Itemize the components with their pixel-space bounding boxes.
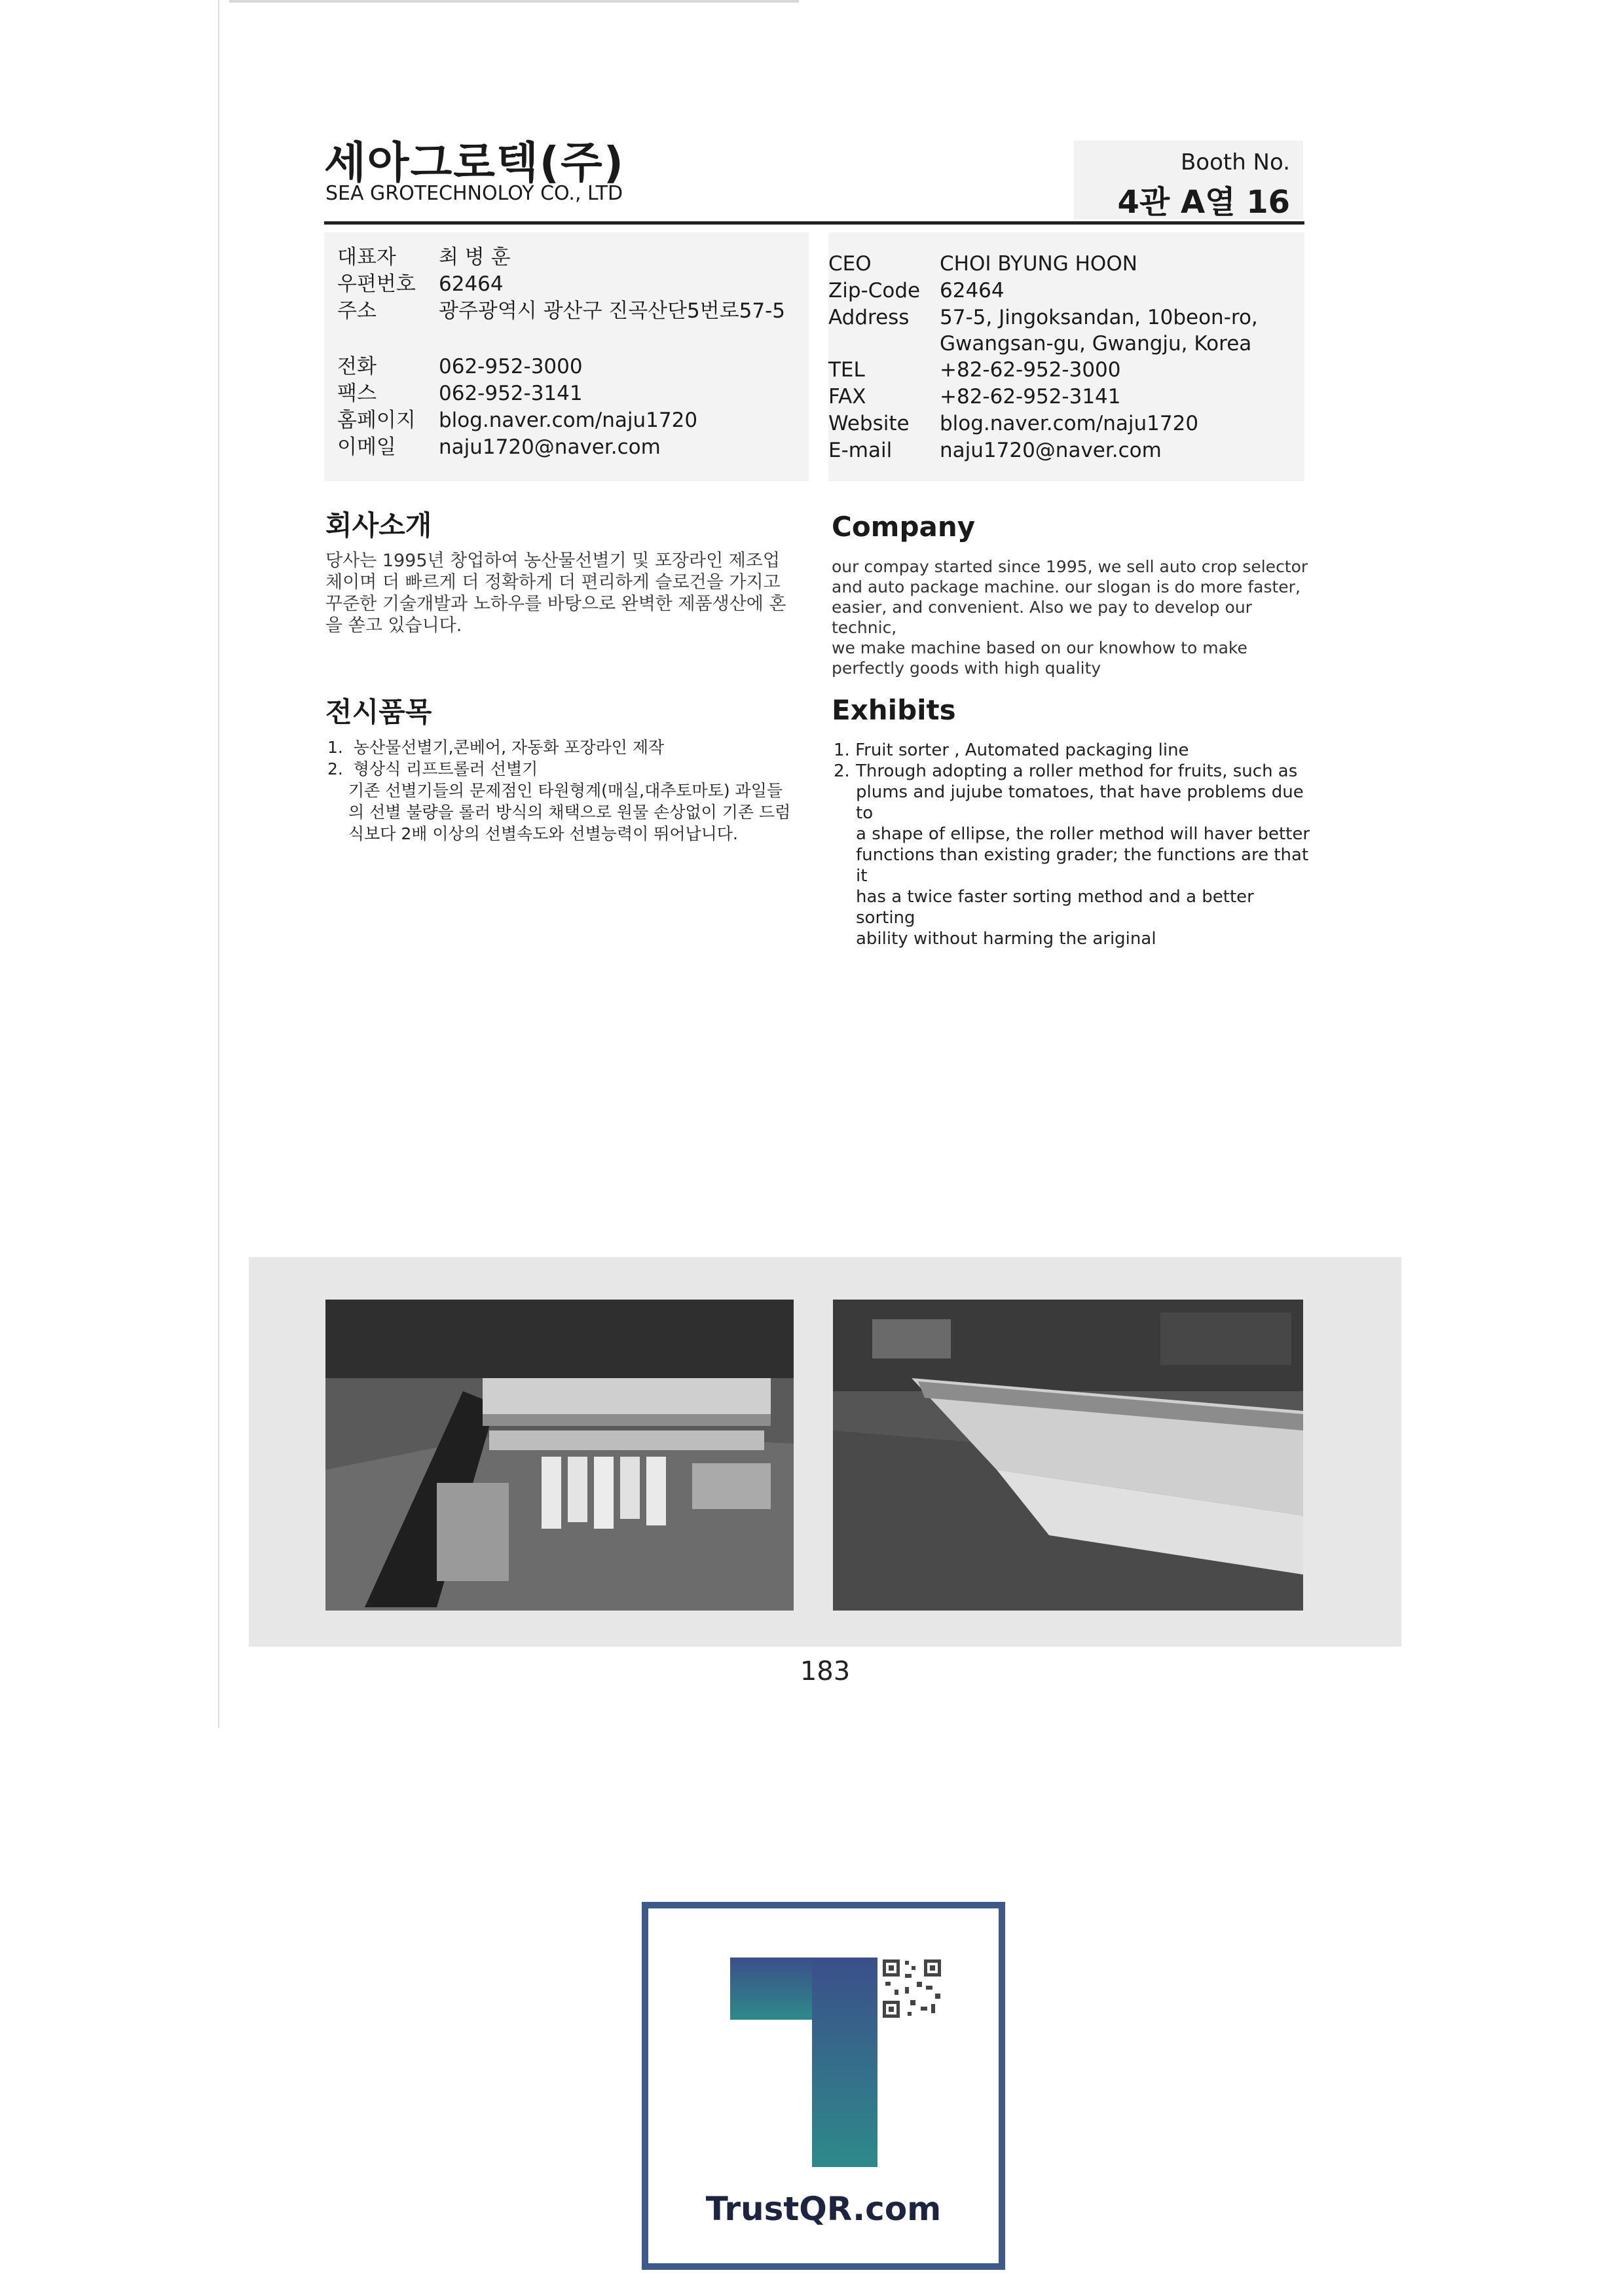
factory-photo-right <box>833 1300 1303 1611</box>
list-marker: 2. <box>327 759 343 778</box>
info-value: 광주광역시 광산구 진곡산단5번로57-5 <box>439 299 786 323</box>
exhibit-detail-line: Through adopting a roller method for fruits, such as <box>856 761 1298 781</box>
info-key: Zip-Code <box>828 279 921 302</box>
info-value: naju1720@naver.com <box>940 439 1162 462</box>
intro-text-korean <box>325 550 810 636</box>
info-value: CHOI BYUNG HOON <box>940 252 1137 276</box>
list-marker: 1. <box>834 740 850 760</box>
contact-info-korean <box>324 232 809 481</box>
exhibit-item: Fruit sorter , Automated packaging line <box>855 740 1189 760</box>
info-value: 062-952-3000 <box>439 355 583 378</box>
exhibits-list-english <box>834 740 1312 949</box>
intro-line: 당사는 1995년 창업하여 농산물선별기 및 포장라인 제조업 <box>325 551 781 571</box>
info-key: 우편번호 <box>337 272 416 296</box>
top-rule <box>229 0 799 3</box>
info-key: 대표자 <box>337 246 396 269</box>
trustqr-logo-icon <box>648 1908 999 2170</box>
exhibit-item: 농산물선별기,콘베어, 자동화 포장라인 제작 <box>353 738 665 757</box>
info-key: 이메일 <box>337 435 396 459</box>
info-value: 062-952-3141 <box>439 382 583 405</box>
factory-photo-left <box>325 1300 794 1611</box>
exhibits-list-korean <box>327 737 812 845</box>
page-number: 183 <box>800 1656 851 1686</box>
exhibit-detail-line: 의 선별 불량을 롤러 방식의 채택으로 원물 손상없이 기존 드럼 <box>348 803 791 822</box>
info-key: 전화 <box>337 355 377 378</box>
intro-line: 을 쏟고 있습니다. <box>325 615 462 636</box>
info-value: naju1720@naver.com <box>439 435 661 459</box>
info-value: 57-5, Jingoksandan, 10beon-ro, <box>940 306 1258 329</box>
info-key: Website <box>828 412 910 435</box>
intro-line: easier, and convenient. Also we pay to develop our technic, <box>832 598 1252 637</box>
intro-text-english <box>832 556 1310 678</box>
info-key: E-mail <box>828 439 893 462</box>
info-value: 최 병 훈 <box>439 246 511 269</box>
info-value: +82-62-952-3000 <box>940 358 1121 382</box>
intro-heading-korean: 회사소개 <box>325 509 432 541</box>
company-name-korean: 세아그로텍(주) <box>324 137 625 188</box>
booth-number: 4관 A열 16 <box>1117 184 1290 221</box>
exhibits-heading-english: Exhibits <box>832 694 956 726</box>
info-key: 홈페이지 <box>337 409 416 432</box>
exhibit-detail-line: ability without harming the ariginal <box>856 929 1156 949</box>
exhibit-detail-line: has a twice faster sorting method and a better sorting <box>856 887 1254 928</box>
header-divider <box>324 221 1304 225</box>
intro-line: 꾸준한 기술개발과 노하우를 바탕으로 완벽한 제품생산에 혼 <box>325 594 786 614</box>
booth-label: Booth No. <box>1180 149 1290 175</box>
info-key: FAX <box>828 385 866 409</box>
info-key: TEL <box>828 358 865 382</box>
info-value: 62464 <box>439 272 504 296</box>
list-marker: 2. <box>834 761 850 781</box>
trustqr-brand-text: TrustQR.com <box>705 2190 942 2228</box>
exhibit-detail-line: a shape of ellipse, the roller method will haver better <box>856 824 1310 844</box>
info-value: blog.naver.com/naju1720 <box>940 412 1199 435</box>
intro-line: our compay started since 1995, we sell auto crop selector <box>832 557 1308 576</box>
info-value: +82-62-952-3141 <box>940 385 1121 409</box>
list-marker: 1. <box>327 738 343 757</box>
company-name-english: SEA GROTECHNOLOY CO., LTD <box>325 182 623 205</box>
intro-heading-english: Company <box>832 511 976 543</box>
info-value: blog.naver.com/naju1720 <box>439 409 698 432</box>
exhibit-detail-line: functions than existing grader; the functions are that it <box>856 845 1309 886</box>
info-value: 62464 <box>940 279 1005 302</box>
exhibit-detail-line: 기존 선별기들의 문제점인 타원형계(매실,대추토마토) 과일들 <box>348 781 783 800</box>
intro-line: perfectly goods with high quality <box>832 659 1101 678</box>
exhibit-detail-line: 식보다 2배 이상의 선별속도와 선별능력이 뛰어납니다. <box>348 824 738 843</box>
info-key: 주소 <box>337 299 377 323</box>
exhibit-detail-line: plums and jujube tomatoes, that have problems due to <box>856 782 1304 823</box>
info-key: CEO <box>828 252 872 276</box>
intro-line: we make machine based on our knowhow to make <box>832 638 1247 657</box>
binding-margin-line <box>218 0 219 1728</box>
exhibit-item: 형상식 리프트롤러 선별기 <box>353 759 538 778</box>
exhibits-heading-korean: 전시품목 <box>325 696 432 728</box>
intro-line: 체이며 더 빠르게 더 정확하게 더 편리하게 슬로건을 가지고 <box>325 572 781 592</box>
intro-line: and auto package machine. our slogan is do more faster, <box>832 577 1301 596</box>
info-key: Address <box>828 306 910 329</box>
info-key: 팩스 <box>337 382 377 405</box>
contact-info-english <box>828 232 1304 481</box>
info-value: Gwangsan-gu, Gwangju, Korea <box>940 332 1252 355</box>
